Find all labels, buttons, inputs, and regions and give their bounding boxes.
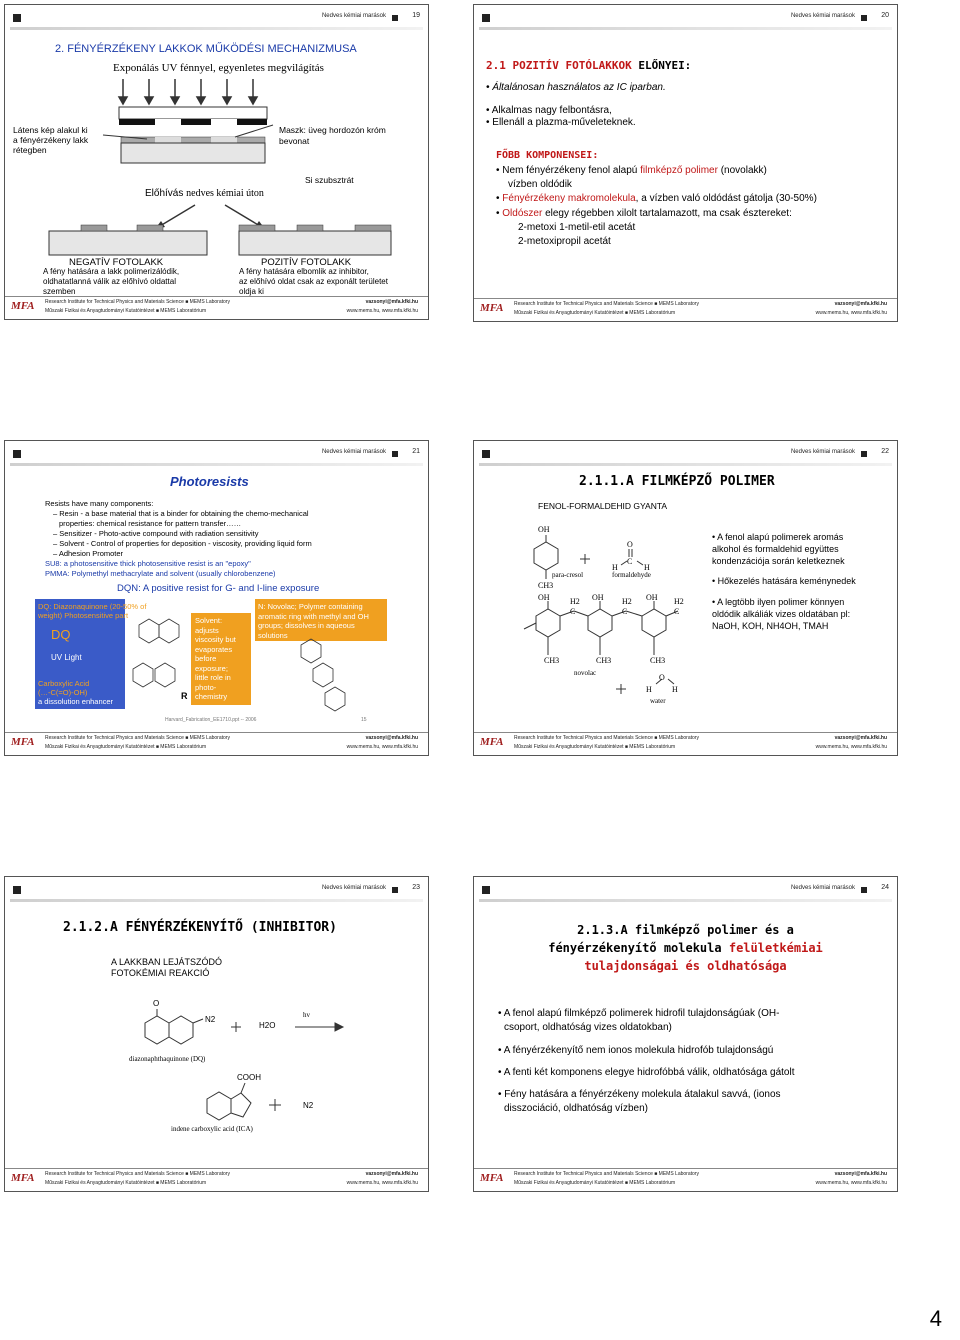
footer-line-2: Műszaki Fizikai és Anyagtudományi Kutatóintézet ■ MEMS Laboratórium: [514, 310, 676, 316]
bullet-solubility: • A legtöbb ilyen polimer könnyen oldódik alkáliák vizes oldatában pl: NaOH, KOH, NH4OH, TMAH: [712, 597, 851, 631]
component-solvent: • Oldószer elegy régebben xilolt tartalamazott, ma csak észtereket:: [496, 208, 792, 219]
bullet-resolution: • Alkalmas nagy felbontásra,: [486, 105, 612, 116]
slide-23: [4, 876, 429, 1192]
slide-subtitle: A LAKKBAN LEJÁTSZÓDÓ FOTOKÉMIAI REAKCIÓ: [111, 957, 223, 978]
slide-footer: [5, 732, 428, 755]
novolac-box: N: Novolac; Polymer containing aromatic ring with methyl and OH groups; dissolves in aqueous solutions: [258, 602, 369, 640]
slide-title: 2.1 POZITÍV FOTÓLAKKOK ELŐNYEI:: [486, 59, 692, 72]
substrate-label: Si szubsztrát: [305, 175, 354, 185]
header-divider: [479, 899, 892, 902]
footer-web[interactable]: www.mems.hu, www.mfa.kfki.hu: [346, 744, 418, 750]
source-page: 15: [361, 717, 367, 723]
uv-label: UV Light: [51, 653, 82, 662]
page-number: 4: [929, 1306, 942, 1331]
solvent-box: Solvent: adjusts viscosity but evaporates before exposure; little role in photo- chemistry: [195, 616, 236, 701]
bullet-condensation: • A fenol alapú polimerek aromás alkohol és formaldehid együttes kondenzációja során keletkeznek: [712, 532, 845, 566]
negative-title: NEGATÍV FOTOLAKK: [69, 257, 164, 268]
footer-web[interactable]: www.mems.hu, www.mfa.kfki.hu: [346, 308, 418, 314]
footer-email[interactable]: vazsonyi@mfa.kfki.hu: [834, 301, 887, 307]
component-polymer: • Nem fényérzékeny fenol alapú filmképző polimer (novolakk): [496, 165, 767, 176]
footer-line-1: Research Institute for Technical Physics and Materials Science ■ MEMS Laboratory: [45, 299, 230, 305]
label-cooh: COOH: [237, 1073, 261, 1082]
slide-number: 24: [881, 884, 889, 891]
component-sensitizer: • Fényérzékeny makromolekula, a vízben való oldódást gátolja (30-50%): [496, 193, 817, 204]
footer-line-1: Research Institute for Technical Physics and Materials Science ■ MEMS Laboratory: [514, 735, 699, 741]
slide-footer: [474, 732, 897, 755]
slide-20: [473, 4, 898, 322]
mask-label: Maszk: üveg hordozón króm bevonat: [279, 125, 386, 146]
slide-number: 19: [412, 12, 420, 19]
slide-title: 2.1.1.A FILMKÉPZŐ POLIMER: [579, 474, 775, 489]
footer-line-2: Műszaki Fizikai és Anyagtudományi Kutatóintézet ■ MEMS Laboratórium: [45, 744, 207, 750]
bullet-hardening: • Hőkezelés hatására keménynedek: [712, 576, 856, 586]
footer-email[interactable]: vazsonyi@mfa.kfki.hu: [834, 1171, 887, 1177]
r-label: R: [181, 691, 188, 701]
component-polymer-note: vízben oldódik: [508, 179, 572, 190]
mfa-logo: MFA: [480, 736, 504, 748]
header-divider: [479, 27, 892, 30]
footer-line-1: Research Institute for Technical Physics and Materials Science ■ MEMS Laboratory: [514, 1171, 699, 1177]
footer-line-1: Research Institute for Technical Physics and Materials Science ■ MEMS Laboratory: [45, 735, 230, 741]
header-label: Nedves kémiai marások: [790, 885, 855, 891]
slide-24: [473, 876, 898, 1192]
label-n2-product: N2: [303, 1101, 314, 1110]
develop-label: Előhívás nedves kémiai úton: [145, 188, 264, 199]
carboxylic-label: Carboxylic Acid (…-C(=O)-OH) a dissolution enhancer: [38, 679, 114, 706]
slide-footer: [5, 1168, 428, 1191]
solvent-2: 2-metoxipropil acetát: [518, 236, 611, 247]
label-dq: diazonaphthaquinone (DQ): [129, 1055, 206, 1063]
slide-number: 22: [881, 448, 889, 455]
footer-web[interactable]: www.mems.hu, www.mfa.kfki.hu: [346, 1180, 418, 1186]
slide-number: 20: [881, 12, 889, 19]
header-square-icon: [861, 15, 867, 21]
mfa-logo: MFA: [11, 300, 35, 312]
header-square-icon: [482, 886, 490, 894]
photoresist-figure: [5, 441, 429, 756]
footer-line-2: Műszaki Fizikai és Anyagtudományi Kutatóintézet ■ MEMS Laboratórium: [514, 744, 676, 750]
footer-web[interactable]: www.mems.hu, www.mfa.kfki.hu: [815, 310, 887, 316]
footer-email[interactable]: vazsonyi@mfa.kfki.hu: [365, 299, 418, 305]
bullet-plasma: • Ellenáll a plazma-műveleteknek.: [486, 117, 636, 128]
slide-19: [4, 4, 429, 320]
bullet-mixture: • A fenti két komponens elegye hidrofóbbá válik, oldhatósága gátolt: [498, 1067, 795, 1078]
photochemical-reaction-figure: [5, 877, 429, 1192]
header-square-icon: [482, 14, 490, 22]
slide-title: 2.1.2.A FÉNYÉRZÉKENYÍTŐ (INHIBITOR): [63, 920, 337, 935]
label-n2: N2: [205, 1015, 216, 1024]
footer-email[interactable]: vazsonyi@mfa.kfki.hu: [365, 735, 418, 741]
dq-label: DQ: [51, 627, 71, 642]
bullet-ic: • Általánosan használatos az IC iparban.: [486, 82, 666, 93]
bullet-acid: • Fény hatására a fényérzékeny molekula átalakul savvá, (ionos disszociáció, oldhatóság vízben): [498, 1089, 781, 1114]
exposure-label: Exponálás UV fénnyel, egyenletes megvilágítás: [113, 62, 324, 74]
footer-web[interactable]: www.mems.hu, www.mfa.kfki.hu: [815, 1180, 887, 1186]
latent-image-label: Látens kép alakul ki a fényérzékeny lakk rétegben: [13, 125, 89, 155]
slide-footer: [474, 298, 897, 321]
slide-title: Photoresists: [170, 474, 249, 489]
mfa-logo: MFA: [480, 1172, 504, 1184]
solvent-1: 2-metoxi 1-metil-etil acetát: [518, 222, 636, 233]
footer-email[interactable]: vazsonyi@mfa.kfki.hu: [834, 735, 887, 741]
footer-line-2: Műszaki Fizikai és Anyagtudományi Kutatóintézet ■ MEMS Laboratórium: [514, 1180, 676, 1186]
label-ica: indene carboxylic acid (ICA): [171, 1125, 253, 1133]
header-label: Nedves kémiai marások: [790, 449, 855, 455]
header-label: Nedves kémiai marások: [321, 449, 386, 455]
footer-line-2: Műszaki Fizikai és Anyagtudományi Kutatóintézet ■ MEMS Laboratórium: [45, 308, 207, 314]
resist-components-list: Resists have many components: – Resin - a base material that is a binder for obtaining the chemo-mechanical properties: chemical resistance for pattern transfer…… – Sensitizer - Photo-active compound with radiation sensitivity – Solvent - Control of properties for deposition - viscosity, providing liquid form – Adhesion Promoter SU8: a photosensitive thick photosensitive resist is an "epoxy" PMMA: Polymethyl methacrylate and solvent (usually chlorobenzene): [45, 499, 312, 578]
slide-title: 2. FÉNYÉRZÉKENY LAKKOK MŰKÖDÉSI MECHANIZMUSA: [55, 43, 357, 55]
mfa-logo: MFA: [480, 302, 504, 314]
footer-line-1: Research Institute for Technical Physics and Materials Science ■ MEMS Laboratory: [45, 1171, 230, 1177]
slide-header: [474, 11, 897, 25]
footer-email[interactable]: vazsonyi@mfa.kfki.hu: [365, 1171, 418, 1177]
label-h2o: H2O: [259, 1021, 276, 1030]
bullet-hydrophilic: • A fenol alapú filmképző polimerek hidrofil tulajdonságúak (OH- csoport, oldhatóság vizes oldatokban): [498, 1008, 780, 1033]
negative-text: A fény hatására a lakk polimerizálódik, oldhatatlanná válik az előhívó oldattal szemben: [43, 267, 180, 296]
header-label: Nedves kémiai marások: [321, 13, 386, 19]
positive-text: A fény hatására elbomlik az inhibitor, az előhívó oldat csak az exponált területet oldja ki: [239, 267, 388, 296]
dqn-line: DQN: A positive resist for G- and I-line exposure: [117, 583, 320, 594]
dq-box: DQ: Diazonaquinone (20-50% of weight) Photosensitive part: [38, 602, 147, 620]
slide-21: [4, 440, 429, 756]
components-title: FŐBB KOMPONENSEI:: [496, 150, 599, 161]
mfa-logo: MFA: [11, 736, 35, 748]
mfa-logo: MFA: [11, 1172, 35, 1184]
label-hv: hv: [303, 1011, 310, 1019]
slide-number: 23: [412, 884, 420, 891]
source-note: Harvard_Fabrication_EE1710.ppt -- 2006: [165, 717, 257, 723]
slide-footer: [5, 296, 428, 319]
slide-number: 21: [412, 448, 420, 455]
slide-subtitle: FENOL-FORMALDEHID GYANTA: [538, 501, 668, 511]
footer-web[interactable]: www.mems.hu, www.mfa.kfki.hu: [815, 744, 887, 750]
slide-header: [474, 883, 897, 897]
slide-22: Nedves kémiai marások 22 2.1.1.A FILMKÉPZŐ POLIMER FENOL-FORMALDEHID GYANTA OH CH3 para-cresol O C H H formaldehyde OH OH OH H2 C H2 C H2 C CH3 CH3 CH3 novolac O H H water • A fenol alapú polimerek aromás alkohol és formaldehid együttes kondenzációja során keletkeznek • Hőkezelés hatására keménynedek • A legtöbb ilyen polimer könnyen oldódik alkáliák vizes oldatában pl: NaOH, KOH, NH4OH, TMAH MFA Research Institute for Technical Physics and Materials Science ■ MEMS Laboratory Műszaki Fizikai és Anyagtudományi Kutatóintézet ■ MEMS Laboratórium vazsonyi@mfa.kfki.hu www.mems.hu, www.mfa.kfki.hu: [473, 440, 898, 756]
header-label: Nedves kémiai marások: [790, 13, 855, 19]
bullet-hydrophobic: • A fényérzékenyítő nem ionos molekula hidrofób tulajdonságú: [498, 1045, 774, 1056]
footer-line-1: Research Institute for Technical Physics and Materials Science ■ MEMS Laboratory: [514, 301, 699, 307]
slide-title: 2.1.3.A filmképző polimer és a fényérzékenyítő molekula felületkémiai tulajdonságai és oldhatósága: [548, 923, 823, 973]
footer-line-2: Műszaki Fizikai és Anyagtudományi Kutatóintézet ■ MEMS Laboratórium: [45, 1180, 207, 1186]
label-o: O: [153, 999, 160, 1008]
header-square-icon: [861, 887, 867, 893]
slide-footer: [474, 1168, 897, 1191]
header-label: Nedves kémiai marások: [321, 885, 386, 891]
positive-title: POZITÍV FOTOLAKK: [261, 257, 352, 268]
